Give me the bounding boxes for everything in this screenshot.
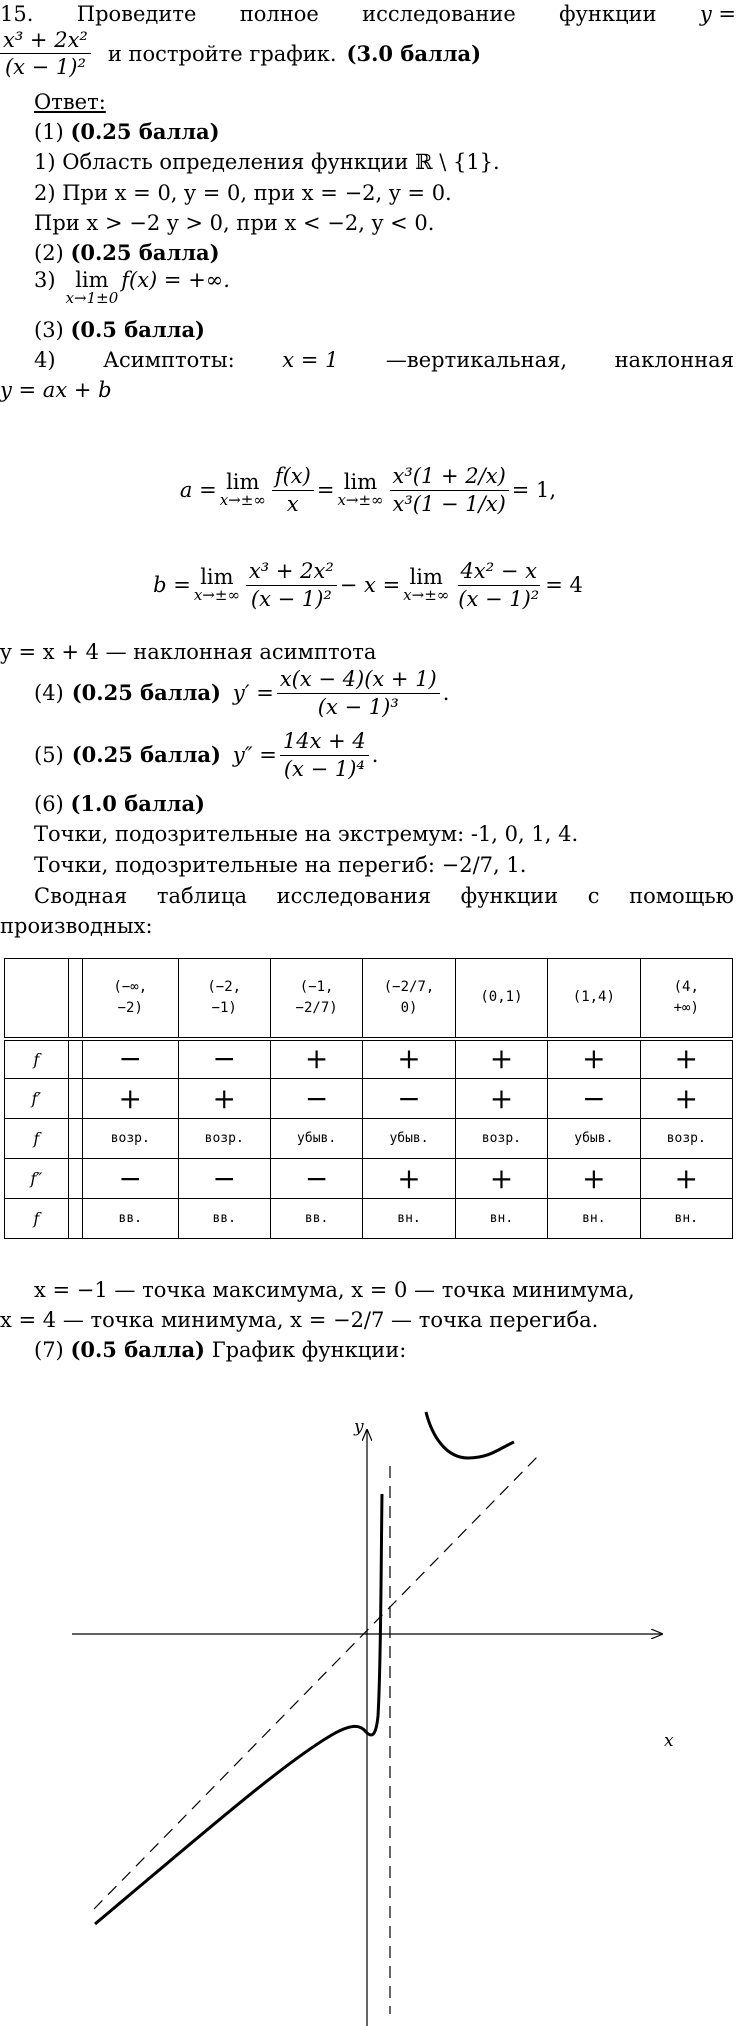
- summary-word-1: Сводная: [34, 884, 128, 908]
- summary-line-2: производных:: [0, 914, 153, 938]
- a-lim-1: [220, 470, 266, 509]
- summary-line-1: [34, 884, 734, 908]
- part-7: [34, 1338, 734, 1362]
- table-cell: вв.: [270, 1199, 362, 1239]
- asymptote-line-2: y = ax + b: [0, 378, 112, 402]
- a-eq: =: [316, 477, 335, 502]
- problem-line-1: [0, 2, 736, 26]
- table-gap: [68, 1119, 82, 1159]
- table-cell: вв.: [178, 1199, 270, 1239]
- a-frac-2: [390, 464, 509, 515]
- table-cell: +: [363, 1039, 455, 1079]
- part-3-points: (0.5 балла): [70, 317, 205, 342]
- problem-rest: и постройте график.: [107, 41, 337, 66]
- table-cell: возр.: [178, 1119, 270, 1159]
- a-lhs: a =: [179, 477, 217, 502]
- table-cell: +: [455, 1159, 547, 1199]
- part-7-number: (7): [34, 1338, 64, 1362]
- a-lim-1-word: lim: [226, 470, 260, 495]
- table-cell: вн.: [548, 1199, 640, 1239]
- graph-caption: График функции:: [211, 1338, 407, 1362]
- table-header-cell: [363, 959, 455, 1039]
- b-result: = 4: [545, 572, 583, 597]
- table-gap: [68, 959, 82, 1039]
- b-frac-1: [246, 559, 337, 610]
- answer-label: Ответ:: [34, 90, 106, 114]
- table-row: [5, 1119, 733, 1159]
- b-frac-2: [455, 559, 542, 610]
- table-cell: +: [270, 1039, 362, 1079]
- limit-word: lim: [75, 268, 109, 292]
- table-cell: убыв.: [548, 1119, 640, 1159]
- table-cell: +: [548, 1159, 640, 1199]
- part-1-points: (0.25 балла): [70, 119, 220, 144]
- deriv1-den: (x − 1)³: [317, 694, 399, 719]
- b-lim-2-word: lim: [409, 565, 443, 590]
- table-cell: +: [178, 1079, 270, 1119]
- part-3: [34, 318, 734, 342]
- table-header-text: (0,1): [480, 989, 523, 1006]
- table-cell: +: [83, 1079, 178, 1119]
- asym-word-5: наклонная: [614, 348, 734, 372]
- summary-table: [4, 958, 733, 1239]
- part-1-number: (1): [34, 120, 64, 144]
- problem-line-2: [0, 28, 736, 79]
- part-3-number: (3): [34, 318, 64, 342]
- asym-word-1: 4): [34, 348, 56, 372]
- table-header-text: 0): [400, 999, 418, 1016]
- part-6-points: (1.0 балла): [70, 791, 205, 816]
- a-lim-2-sub: x→±∞: [337, 491, 384, 510]
- table-cell: −: [178, 1159, 270, 1199]
- table-header-cell: [640, 959, 732, 1039]
- table-header-cell: [83, 959, 178, 1039]
- table-header-text: +∞): [673, 999, 699, 1016]
- part-5: [34, 730, 734, 780]
- function-graph: [0, 1406, 736, 2026]
- table-cell: возр.: [83, 1119, 178, 1159]
- summary-word-4: функции: [460, 884, 559, 908]
- zeros-line: 2) При x = 0, y = 0, при x = −2, y = 0.: [34, 181, 452, 205]
- table-row-label: f″: [5, 1159, 69, 1199]
- b-frac-2-den: (x − 1)²: [458, 586, 540, 611]
- table-cell: −: [83, 1159, 178, 1199]
- deriv2-lhs: y″ =: [232, 742, 277, 767]
- limit-subscript: x→1±0: [65, 289, 119, 308]
- summary-word-3: исследования: [276, 884, 432, 908]
- table-header-text: (−2,: [207, 978, 242, 995]
- part-7-points: (0.5 балла): [70, 1337, 205, 1362]
- table-cell: возр.: [640, 1119, 732, 1159]
- limit-body: f(x) = +∞.: [121, 268, 230, 292]
- table-cell: −: [270, 1079, 362, 1119]
- signs-line: При x > −2 y > 0, при x < −2, y < 0.: [34, 211, 435, 235]
- b-lim-1: [194, 565, 240, 604]
- table-header-text: −1): [211, 999, 237, 1016]
- problem-word-3: исследование: [362, 2, 516, 26]
- part-5-number: (5): [34, 742, 64, 767]
- part-5-points: (0.25 балла): [71, 741, 221, 767]
- limit-operator: [66, 268, 119, 307]
- part-4: [34, 668, 734, 718]
- b-frac-1-den: (x − 1)²: [250, 586, 332, 611]
- a-lim-1-sub: x→±∞: [219, 491, 266, 510]
- a-frac-1-num: f(x): [272, 464, 314, 490]
- deriv1-frac: [277, 667, 440, 718]
- inflection-line: Точки, подозрительные на перегиб: −2/7, 1.: [34, 853, 527, 877]
- table-cell: вн.: [455, 1199, 547, 1239]
- table-corner: [5, 959, 69, 1039]
- table-cell: вн.: [640, 1199, 732, 1239]
- table-gap: [68, 1079, 82, 1119]
- problem-numerator: x³ + 2x²: [0, 28, 91, 54]
- table-header-cell: [455, 959, 547, 1039]
- part-4-number: (4): [34, 680, 64, 705]
- table-cell: +: [455, 1079, 547, 1119]
- table-header-text: −2/7): [295, 999, 338, 1016]
- summary-word-5: с: [587, 884, 600, 908]
- b-formula: [0, 545, 736, 625]
- table-row: [5, 1039, 733, 1079]
- table-header-text: (4,: [673, 978, 699, 995]
- limit-prefix: 3): [34, 268, 56, 292]
- a-frac-2-num: x³(1 + 2/x): [390, 464, 509, 490]
- deriv2-period: .: [371, 742, 379, 767]
- a-lim-2: [337, 470, 383, 509]
- conclusion-line-1: x = −1 — точка максимума, x = 0 — точка минимума,: [34, 1278, 635, 1302]
- function-curve-left: [95, 1494, 382, 1924]
- y-axis-label: y: [354, 1417, 364, 1437]
- oblique-asymptote: [94, 1454, 540, 1909]
- problem-word-4: функции: [559, 2, 657, 26]
- table-header-text: (1,4): [572, 989, 615, 1006]
- deriv2-num: 14x + 4: [280, 729, 369, 755]
- b-lim-2: [403, 565, 449, 604]
- extremum-line: Точки, подозрительные на экстремум: -1, 0, 1, 4.: [34, 822, 579, 846]
- asym-word-2: Асимптоты:: [103, 348, 235, 372]
- x-axis-label: x: [664, 1731, 674, 1751]
- table-cell: −: [83, 1039, 178, 1079]
- b-lim-1-word: lim: [200, 565, 234, 590]
- deriv1-lhs: y′ =: [232, 680, 274, 705]
- table-cell: +: [363, 1159, 455, 1199]
- table-cell: убыв.: [363, 1119, 455, 1159]
- table-row-label: f: [5, 1199, 69, 1239]
- table-gap: [68, 1159, 82, 1199]
- a-frac-2-den: x³(1 − 1/x): [392, 491, 506, 516]
- deriv2-frac: [280, 729, 369, 780]
- part-6-number: (6): [34, 792, 64, 816]
- table-row: [5, 1199, 733, 1239]
- b-frac-1-num: x³ + 2x²: [246, 559, 337, 585]
- table-cell: +: [640, 1159, 732, 1199]
- table-gap: [68, 1039, 82, 1079]
- part-2-number: (2): [34, 241, 64, 265]
- b-lim-2-sub: x→±∞: [403, 586, 450, 605]
- a-frac-1-den: x: [286, 491, 299, 516]
- b-lhs: b =: [153, 572, 191, 597]
- part-6: [34, 792, 734, 816]
- deriv2-den: (x − 1)⁴: [283, 756, 365, 781]
- oblique-asymptote-line: y = x + 4 — наклонная асимптота: [0, 640, 377, 664]
- part-4-points: (0.25 балла): [71, 679, 221, 705]
- b-frac-2-num: 4x² − x: [458, 559, 540, 585]
- table-row-label: f: [5, 1119, 69, 1159]
- part-1: [34, 120, 734, 144]
- table-header-row: [5, 959, 733, 1039]
- table-cell: −: [363, 1079, 455, 1119]
- table-cell: возр.: [455, 1119, 547, 1159]
- table-cell: −: [270, 1159, 362, 1199]
- problem-number: 15.: [0, 2, 34, 26]
- summary-word-6: помощью: [629, 884, 734, 908]
- a-result: = 1,: [511, 477, 557, 502]
- table-cell: +: [455, 1039, 547, 1079]
- asym-word-3: x = 1: [282, 348, 339, 372]
- table-header-text: −2): [117, 999, 143, 1016]
- table-header-text: (−1,: [299, 978, 334, 995]
- function-curve-right: [426, 1412, 514, 1458]
- a-formula: [0, 440, 736, 540]
- b-lim-1-sub: x→±∞: [193, 586, 240, 605]
- b-minus: − x =: [339, 572, 401, 597]
- table-row: [5, 1159, 733, 1199]
- asym-word-4: —вертикальная,: [385, 348, 568, 372]
- table-row: [5, 1079, 733, 1119]
- deriv1-num: x(x − 4)(x + 1): [277, 667, 440, 693]
- domain-line: 1) Область определения функции ℝ \ {1}.: [34, 150, 500, 174]
- table-row-label: f: [5, 1039, 69, 1079]
- table-cell: вв.: [83, 1199, 178, 1239]
- problem-denominator: (x − 1)²: [4, 55, 86, 80]
- table-header-cell: [178, 959, 270, 1039]
- table-header-text: (−∞,: [113, 978, 148, 995]
- problem-y-eq: y =: [699, 2, 736, 26]
- a-lim-2-word: lim: [343, 470, 378, 495]
- table-cell: −: [178, 1039, 270, 1079]
- table-cell: −: [548, 1079, 640, 1119]
- table-gap: [68, 1199, 82, 1239]
- table-header-text: (−2/7,: [383, 978, 435, 995]
- problem-word-2: полное: [239, 2, 319, 26]
- table-header-cell: [270, 959, 362, 1039]
- table-cell: убыв.: [270, 1119, 362, 1159]
- part-2: [34, 241, 734, 265]
- part-2-points: (0.25 балла): [70, 240, 220, 265]
- problem-points: (3.0 балла): [346, 40, 482, 66]
- table-cell: +: [640, 1079, 732, 1119]
- summary-word-2: таблица: [156, 884, 247, 908]
- limit-line: [34, 268, 734, 307]
- problem-word-1: Проведите: [76, 2, 197, 26]
- table-cell: +: [640, 1039, 732, 1079]
- deriv1-period: .: [442, 680, 450, 705]
- conclusion-line-2: x = 4 — точка минимума, x = −2/7 — точка перегиба.: [0, 1308, 599, 1332]
- asymptote-line-1: [34, 348, 734, 372]
- table-cell: +: [548, 1039, 640, 1079]
- table-header-cell: [548, 959, 640, 1039]
- a-frac-1: [272, 464, 314, 515]
- table-cell: вн.: [363, 1199, 455, 1239]
- table-row-label: f′: [5, 1079, 69, 1119]
- problem-function-fraction: [0, 28, 91, 79]
